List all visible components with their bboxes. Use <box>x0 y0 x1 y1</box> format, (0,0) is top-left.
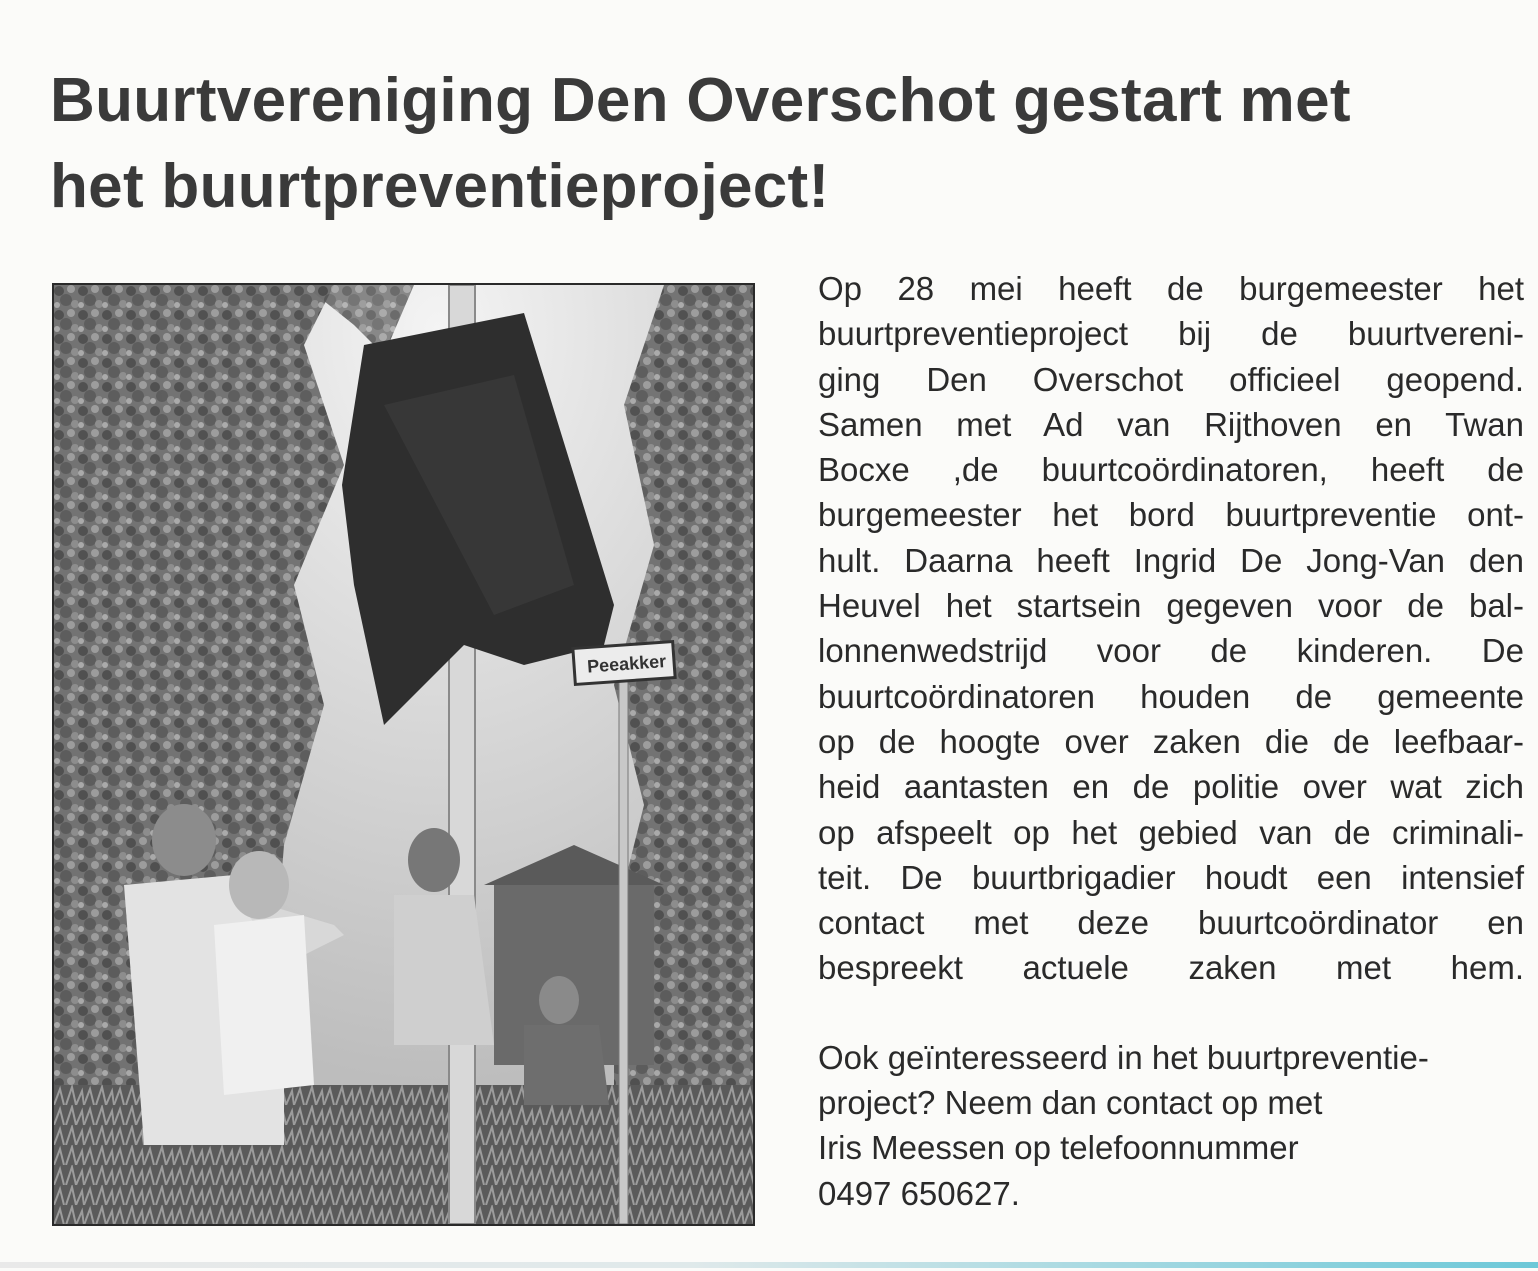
headline-line-2: het buurtpreventieproject! <box>50 152 830 221</box>
article-photo <box>52 283 755 1226</box>
article-paragraph-1: Op 28 mei heeft de burgemeester het buurtpreventieproject bij de buurtvereni- ging Den Overschot officieel geopend. Samen met Ad van Rijthoven en Twan Bocxe ,de buurtcoördinatoren, heeft de burgemeester het bord buurtpreventie ont- hult. Daarna heeft Ingrid De Jong-Van den Heuvel het startsein gegeven voor de bal- lonnenwedstrijd voor de kinderen. De buurtcoördinatoren houden de gemeente op de hoogte over zaken die de leefbaar- heid aantasten en de politie over wat zich op afspeelt op het gebied van de criminali- teit. De buurtbrigadier houdt een intensief contact met deze buurtcoördinator en bespreekt actuele zaken met hem. <box>818 270 1524 987</box>
article-paragraph-2: Ook geïnteresseerd in het buurtpreventie- project? Neem dan contact op met Iris Meessen op telefoonnummer 0497 650627. <box>818 1038 1429 1212</box>
street-sign-text: Peeakker <box>586 651 667 677</box>
photo-illustration <box>54 285 753 1224</box>
headline-line-1: Buurtvereniging Den Overschot gestart met <box>50 66 1351 135</box>
article-body <box>818 266 1524 1216</box>
bottom-divider <box>0 1262 1538 1268</box>
article-headline <box>50 58 1490 230</box>
